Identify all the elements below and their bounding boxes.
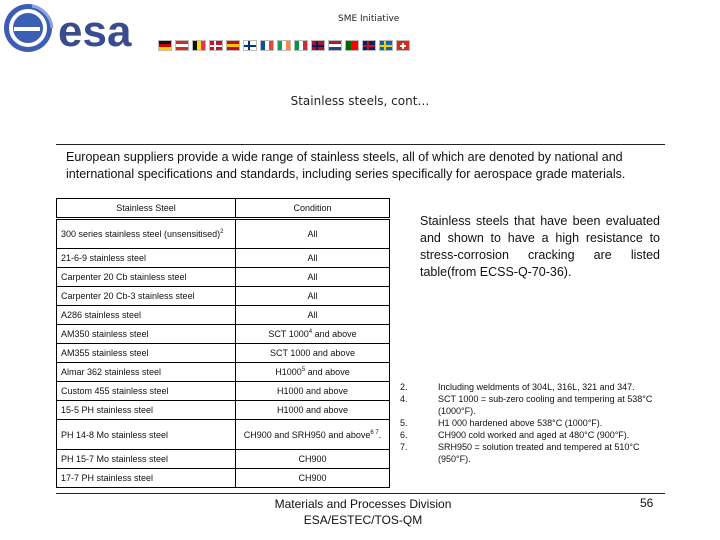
footnote-item — [400, 381, 660, 393]
footnote-number: 7. — [400, 442, 408, 452]
condition-cell: All — [236, 268, 390, 287]
table-row — [57, 420, 390, 450]
condition-cell: H1000$^5$ and above — [236, 363, 390, 382]
steel-cell: Carpenter 20 Cb stainless steel — [57, 268, 236, 287]
steel-cell: Carpenter 20 Cb-3 stainless steel — [57, 287, 236, 306]
flag-finland-icon — [243, 40, 257, 51]
condition-cell: All — [236, 287, 390, 306]
flag-united-kingdom-icon — [362, 40, 376, 51]
footer-department: ESA/ESTEC/TOS-QM — [303, 513, 423, 527]
member-flags — [158, 40, 410, 52]
table-row — [57, 306, 390, 325]
table-row — [57, 287, 390, 306]
initiative-label: SME Initiative — [338, 14, 400, 24]
table-row — [57, 325, 390, 344]
footnote-text: CH900 cold worked and aged at 480°C (900°F). — [438, 430, 630, 440]
condition-cell: CH900 — [236, 450, 390, 469]
footer-division: Materials and Processes Division — [274, 497, 452, 511]
table-row — [57, 450, 390, 469]
table-row — [57, 268, 390, 287]
footnote-item — [400, 429, 660, 441]
footnote-text: H1 000 hardened above 538°C (1000°F). — [438, 418, 603, 428]
flag-italy-icon — [294, 40, 308, 51]
table-row — [57, 344, 390, 363]
footnote-item — [400, 393, 660, 417]
condition-cell: H1000 and above — [236, 401, 390, 420]
flag-norway-icon — [311, 40, 325, 51]
top-divider — [56, 144, 665, 145]
steel-cell: Custom 455 stainless steel — [57, 382, 236, 401]
condition-cell: All — [236, 306, 390, 325]
table-row — [57, 401, 390, 420]
footnote-number: 2. — [400, 382, 408, 392]
condition-cell: All — [236, 249, 390, 268]
flag-sweden-icon — [379, 40, 393, 51]
condition-cell: CH900 — [236, 469, 390, 488]
flag-switzerland-icon — [396, 40, 410, 51]
page-title: Stainless steels, cont… — [290, 94, 430, 108]
footnote-number: 4. — [400, 394, 408, 404]
esa-logo — [2, 2, 162, 54]
flag-spain-icon — [226, 40, 240, 51]
footnote-text: Including weldments of 304L, 316L, 321 and 347. — [438, 382, 635, 392]
footnote-item — [400, 441, 660, 465]
steel-cell: PH 14-8 Mo stainless steel — [57, 420, 236, 450]
condition-cell: SCT 1000$^4$ and above — [236, 325, 390, 344]
table-row — [57, 249, 390, 268]
flag-france-icon — [260, 40, 274, 51]
condition-cell: H1000 and above — [236, 382, 390, 401]
steel-cell: 17-7 PH stainless steel — [57, 469, 236, 488]
steel-cell: PH 15-7 Mo stainless steel — [57, 450, 236, 469]
bottom-divider — [56, 493, 665, 494]
steel-cell: AM350 stainless steel — [57, 325, 236, 344]
table-row — [57, 219, 390, 249]
table-row — [57, 469, 390, 488]
table-row — [57, 382, 390, 401]
steel-cell: AM355 stainless steel — [57, 344, 236, 363]
flag-belgium-icon — [192, 40, 206, 51]
flag-austria-icon — [175, 40, 189, 51]
steel-cell: A286 stainless steel — [57, 306, 236, 325]
steel-cell: 300 series stainless steel (unsensitised)$^2$ — [57, 219, 236, 249]
column-header-condition: Condition — [236, 199, 390, 219]
footnotes — [400, 381, 660, 465]
flag-portugal-icon — [345, 40, 359, 51]
table-row — [57, 363, 390, 382]
page-number: 56 — [640, 496, 654, 510]
flag-netherlands-icon — [328, 40, 342, 51]
intro-paragraph: European suppliers provide a wide range of stainless steels, all of which are denoted by national and international specifications and standards, including series specifically for aerospace grade materials. — [66, 150, 626, 181]
flag-germany-icon — [158, 40, 172, 51]
flag-denmark-icon — [209, 40, 223, 51]
stainless-steel-table — [56, 198, 390, 488]
condition-cell: All — [236, 219, 390, 249]
footnote-item — [400, 417, 660, 429]
condition-cell: SCT 1000 and above — [236, 344, 390, 363]
steel-cell: Almar 362 stainless steel — [57, 363, 236, 382]
side-paragraph: Stainless steels that have been evaluated and shown to have a high resistance to stress-corrosion cracking are listed table(from ECSS-Q-70-36). — [420, 214, 660, 279]
logo-wordmark: esa — [58, 7, 132, 54]
flag-ireland-icon — [277, 40, 291, 51]
steel-cell: 21-6-9 stainless steel — [57, 249, 236, 268]
footer — [250, 496, 476, 528]
condition-cell: CH900 and SRH950 and above$^{6 7}$. — [236, 420, 390, 450]
footnote-number: 6. — [400, 430, 408, 440]
footnote-text: SCT 1000 = sub-zero cooling and tempering at 538°C (1000°F). — [438, 394, 653, 416]
column-header-steel: Stainless Steel — [57, 199, 236, 219]
footnote-number: 5. — [400, 418, 408, 428]
footnote-text: SRH950 = solution treated and tempered at 510°C (950°F). — [438, 442, 640, 464]
steel-cell: 15-5 PH stainless steel — [57, 401, 236, 420]
